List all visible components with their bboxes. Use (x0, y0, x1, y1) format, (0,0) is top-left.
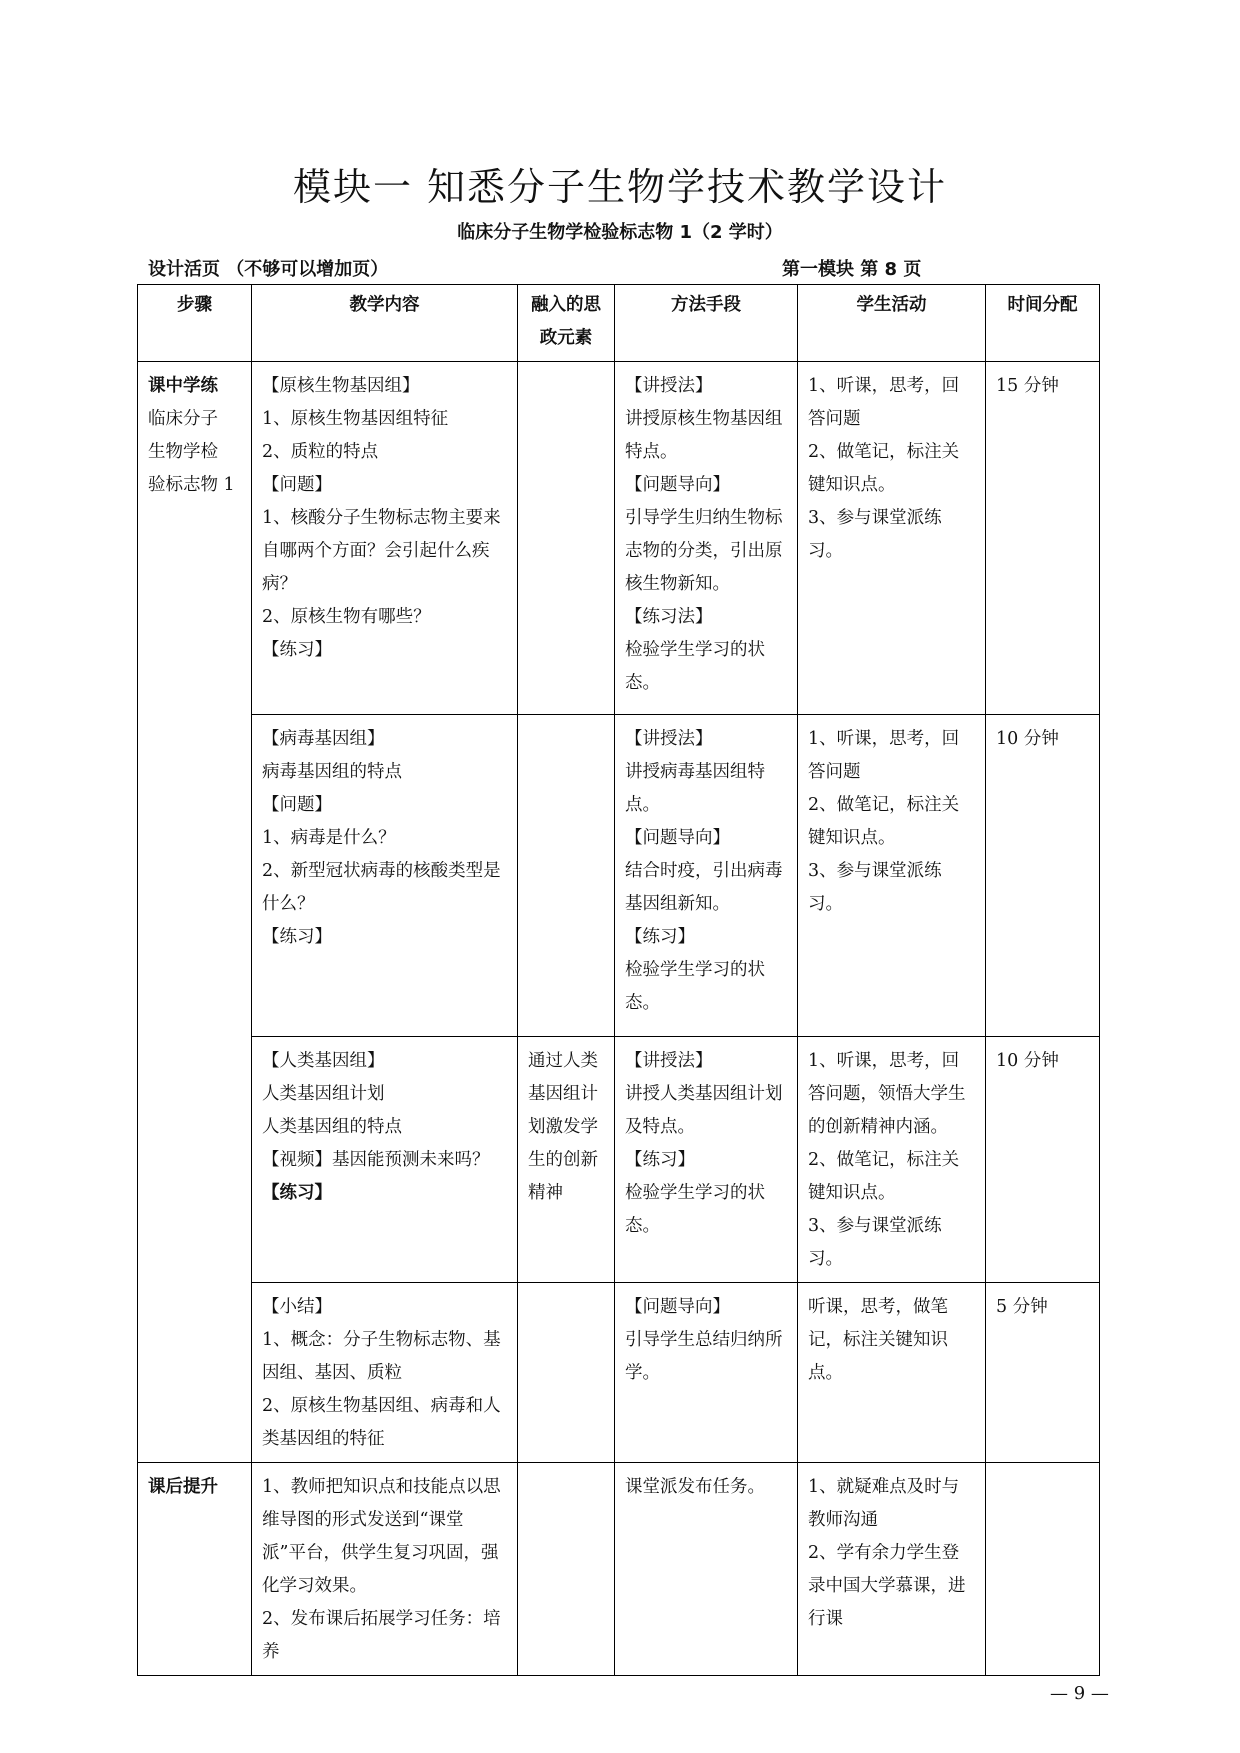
method-cell-line: 检验学生学习的状态。 (625, 1183, 765, 1236)
content-cell (252, 1283, 518, 1463)
activity-cell-line: 3、参与课堂派练习。 (808, 508, 942, 561)
activity-cell-line: 2、做笔记，标注关键知识点。 (808, 442, 960, 495)
ideology-cell (518, 1037, 615, 1283)
content-cell-line: 【问题】 (262, 475, 332, 495)
activity-cell-line: 1、就疑难点及时与教师沟通 (808, 1477, 960, 1530)
activity-cell (798, 715, 986, 1037)
header-step: 步骤 (138, 285, 252, 362)
content-cell (252, 1037, 518, 1283)
content-cell-line: 2、质粒的特点 (262, 442, 379, 462)
content-cell-line: 2、原核生物基因组、病毒和人类基因组的特征 (262, 1396, 501, 1449)
activity-cell-line: 1、听课，思考，回答问题 (808, 376, 960, 429)
method-cell-line: 课堂派发布任务。 (625, 1477, 765, 1497)
activity-cell (798, 1283, 986, 1463)
content-cell-line: 1、概念：分子生物标志物、基因组、基因、质粒 (262, 1330, 501, 1383)
activity-cell-line: 3、参与课堂派练习。 (808, 861, 942, 914)
content-cell-line: 2、新型冠状病毒的核酸类型是什么？ (262, 861, 501, 914)
content-cell (252, 1463, 518, 1676)
method-cell-line: 讲授人类基因组计划及特点。 (625, 1084, 783, 1137)
method-cell (615, 1463, 798, 1676)
activity-cell-line: 2、学有余力学生登录中国大学慕课，进行课 (808, 1543, 966, 1629)
time-cell: 10 分钟 (986, 715, 1100, 1037)
activity-cell-line: 2、做笔记，标注关键知识点。 (808, 795, 960, 848)
table-row (138, 1463, 1100, 1676)
time-cell (986, 1463, 1100, 1676)
method-cell-line: 【练习】 (625, 927, 695, 947)
content-cell-line: 【病毒基因组】 (262, 729, 385, 749)
header-content: 教学内容 (252, 285, 518, 362)
activity-cell (798, 362, 986, 715)
content-cell-line: 人类基因组的特点 (262, 1117, 402, 1137)
page-subtitle: 临床分子生物学检验标志物 1（2 学时） (457, 222, 783, 243)
ideology-cell (518, 1463, 615, 1676)
method-cell (615, 1037, 798, 1283)
method-cell-line: 【讲授法】 (625, 1051, 713, 1071)
activity-cell-line: 听课，思考，做笔记，标注关键知识点。 (808, 1297, 948, 1383)
header-activity: 学生活动 (798, 285, 986, 362)
content-cell-line: 1、核酸分子生物标志物主要来自哪两个方面？会引起什么疾病？ (262, 508, 501, 594)
method-cell-line: 检验学生学习的状态。 (625, 640, 765, 693)
ideology-cell (518, 715, 615, 1037)
method-cell (615, 362, 798, 715)
meta-left: 设计活页 （不够可以增加页） (148, 259, 389, 280)
content-cell-line: 【问题】 (262, 795, 332, 815)
content-cell-line: 病毒基因组的特点 (262, 762, 402, 782)
content-cell-line: 【练习】 (262, 640, 332, 660)
content-cell-line: 2、发布课后拓展学习任务：培养 (262, 1609, 501, 1662)
method-cell-line: 【问题导向】 (625, 1297, 730, 1317)
content-cell-line: 【视频】基因能预测未来吗？ (262, 1150, 490, 1170)
table-row (138, 362, 1100, 715)
content-cell-line: 1、原核生物基因组特征 (262, 409, 449, 429)
method-cell-line: 【问题导向】 (625, 475, 730, 495)
step-title: 课中学练 (148, 376, 218, 396)
activity-cell-line: 1、听课，思考，回答问题，领悟大学生的创新精神内涵。 (808, 1051, 966, 1137)
method-cell-line: 【讲授法】 (625, 376, 713, 396)
activity-cell-line: 3、参与课堂派练习。 (808, 1216, 942, 1269)
content-cell-line: 【练习】 (262, 1183, 332, 1203)
header-time: 时间分配 (986, 285, 1100, 362)
activity-cell (798, 1037, 986, 1283)
method-cell-line: 【问题导向】 (625, 828, 730, 848)
content-cell-line: 【原核生物基因组】 (262, 376, 420, 396)
method-cell-line: 讲授病毒基因组特点。 (625, 762, 765, 815)
method-cell-line: 【练习】 (625, 1150, 695, 1170)
method-cell-line: 【练习法】 (625, 607, 713, 627)
content-cell (252, 715, 518, 1037)
table-row (138, 715, 1100, 1037)
method-cell (615, 1283, 798, 1463)
ideology-cell (518, 1283, 615, 1463)
content-cell (252, 362, 518, 715)
header-ideology: 融入的思政元素 (518, 285, 615, 362)
method-cell-line: 检验学生学习的状态。 (625, 960, 765, 1013)
content-cell-line: 【人类基因组】 (262, 1051, 385, 1071)
table-row (138, 1283, 1100, 1463)
lesson-plan-table (137, 284, 1100, 1676)
time-cell: 10 分钟 (986, 1037, 1100, 1283)
activity-cell (798, 1463, 986, 1676)
header-method: 方法手段 (615, 285, 798, 362)
activity-cell-line: 2、做笔记，标注关键知识点。 (808, 1150, 960, 1203)
method-cell-line: 【讲授法】 (625, 729, 713, 749)
activity-cell-line: 1、听课，思考，回答问题 (808, 729, 960, 782)
ideology-cell-line: 通过人类基因组计划激发学生的创新精神 (528, 1051, 598, 1203)
content-cell-line: 1、教师把知识点和技能点以思维导图的形式发送到“课堂派”平台，供学生复习巩固，强化学习效果。 (262, 1477, 501, 1596)
step-line: 生物学检 (148, 442, 218, 462)
step-cell-in-class (138, 362, 252, 1463)
method-cell-line: 引导学生总结归纳所学。 (625, 1330, 783, 1383)
meta-right: 第一模块 第 8 页 (782, 259, 922, 280)
page-number: — 9 — (1050, 1683, 1109, 1704)
content-cell-line: 人类基因组计划 (262, 1084, 385, 1104)
page-title: 模块一 知悉分子生物学技术教学设计 (292, 165, 948, 209)
method-cell-line: 引导学生归纳生物标志物的分类，引出原核生物新知。 (625, 508, 783, 594)
content-cell-line: 【小结】 (262, 1297, 332, 1317)
ideology-cell (518, 362, 615, 715)
step-line: 验标志物 1 (148, 475, 235, 495)
method-cell-line: 结合时疫，引出病毒基因组新知。 (625, 861, 783, 914)
table-row (138, 1037, 1100, 1283)
method-cell (615, 715, 798, 1037)
method-cell-line: 讲授原核生物基因组特点。 (625, 409, 783, 462)
content-cell-line: 2、原核生物有哪些？ (262, 607, 431, 627)
time-cell: 15 分钟 (986, 362, 1100, 715)
time-cell: 5 分钟 (986, 1283, 1100, 1463)
content-cell-line: 【练习】 (262, 927, 332, 947)
step-line: 临床分子 (148, 409, 218, 429)
content-cell-line: 1、病毒是什么？ (262, 828, 396, 848)
step-cell-after-class: 课后提升 (138, 1463, 252, 1676)
